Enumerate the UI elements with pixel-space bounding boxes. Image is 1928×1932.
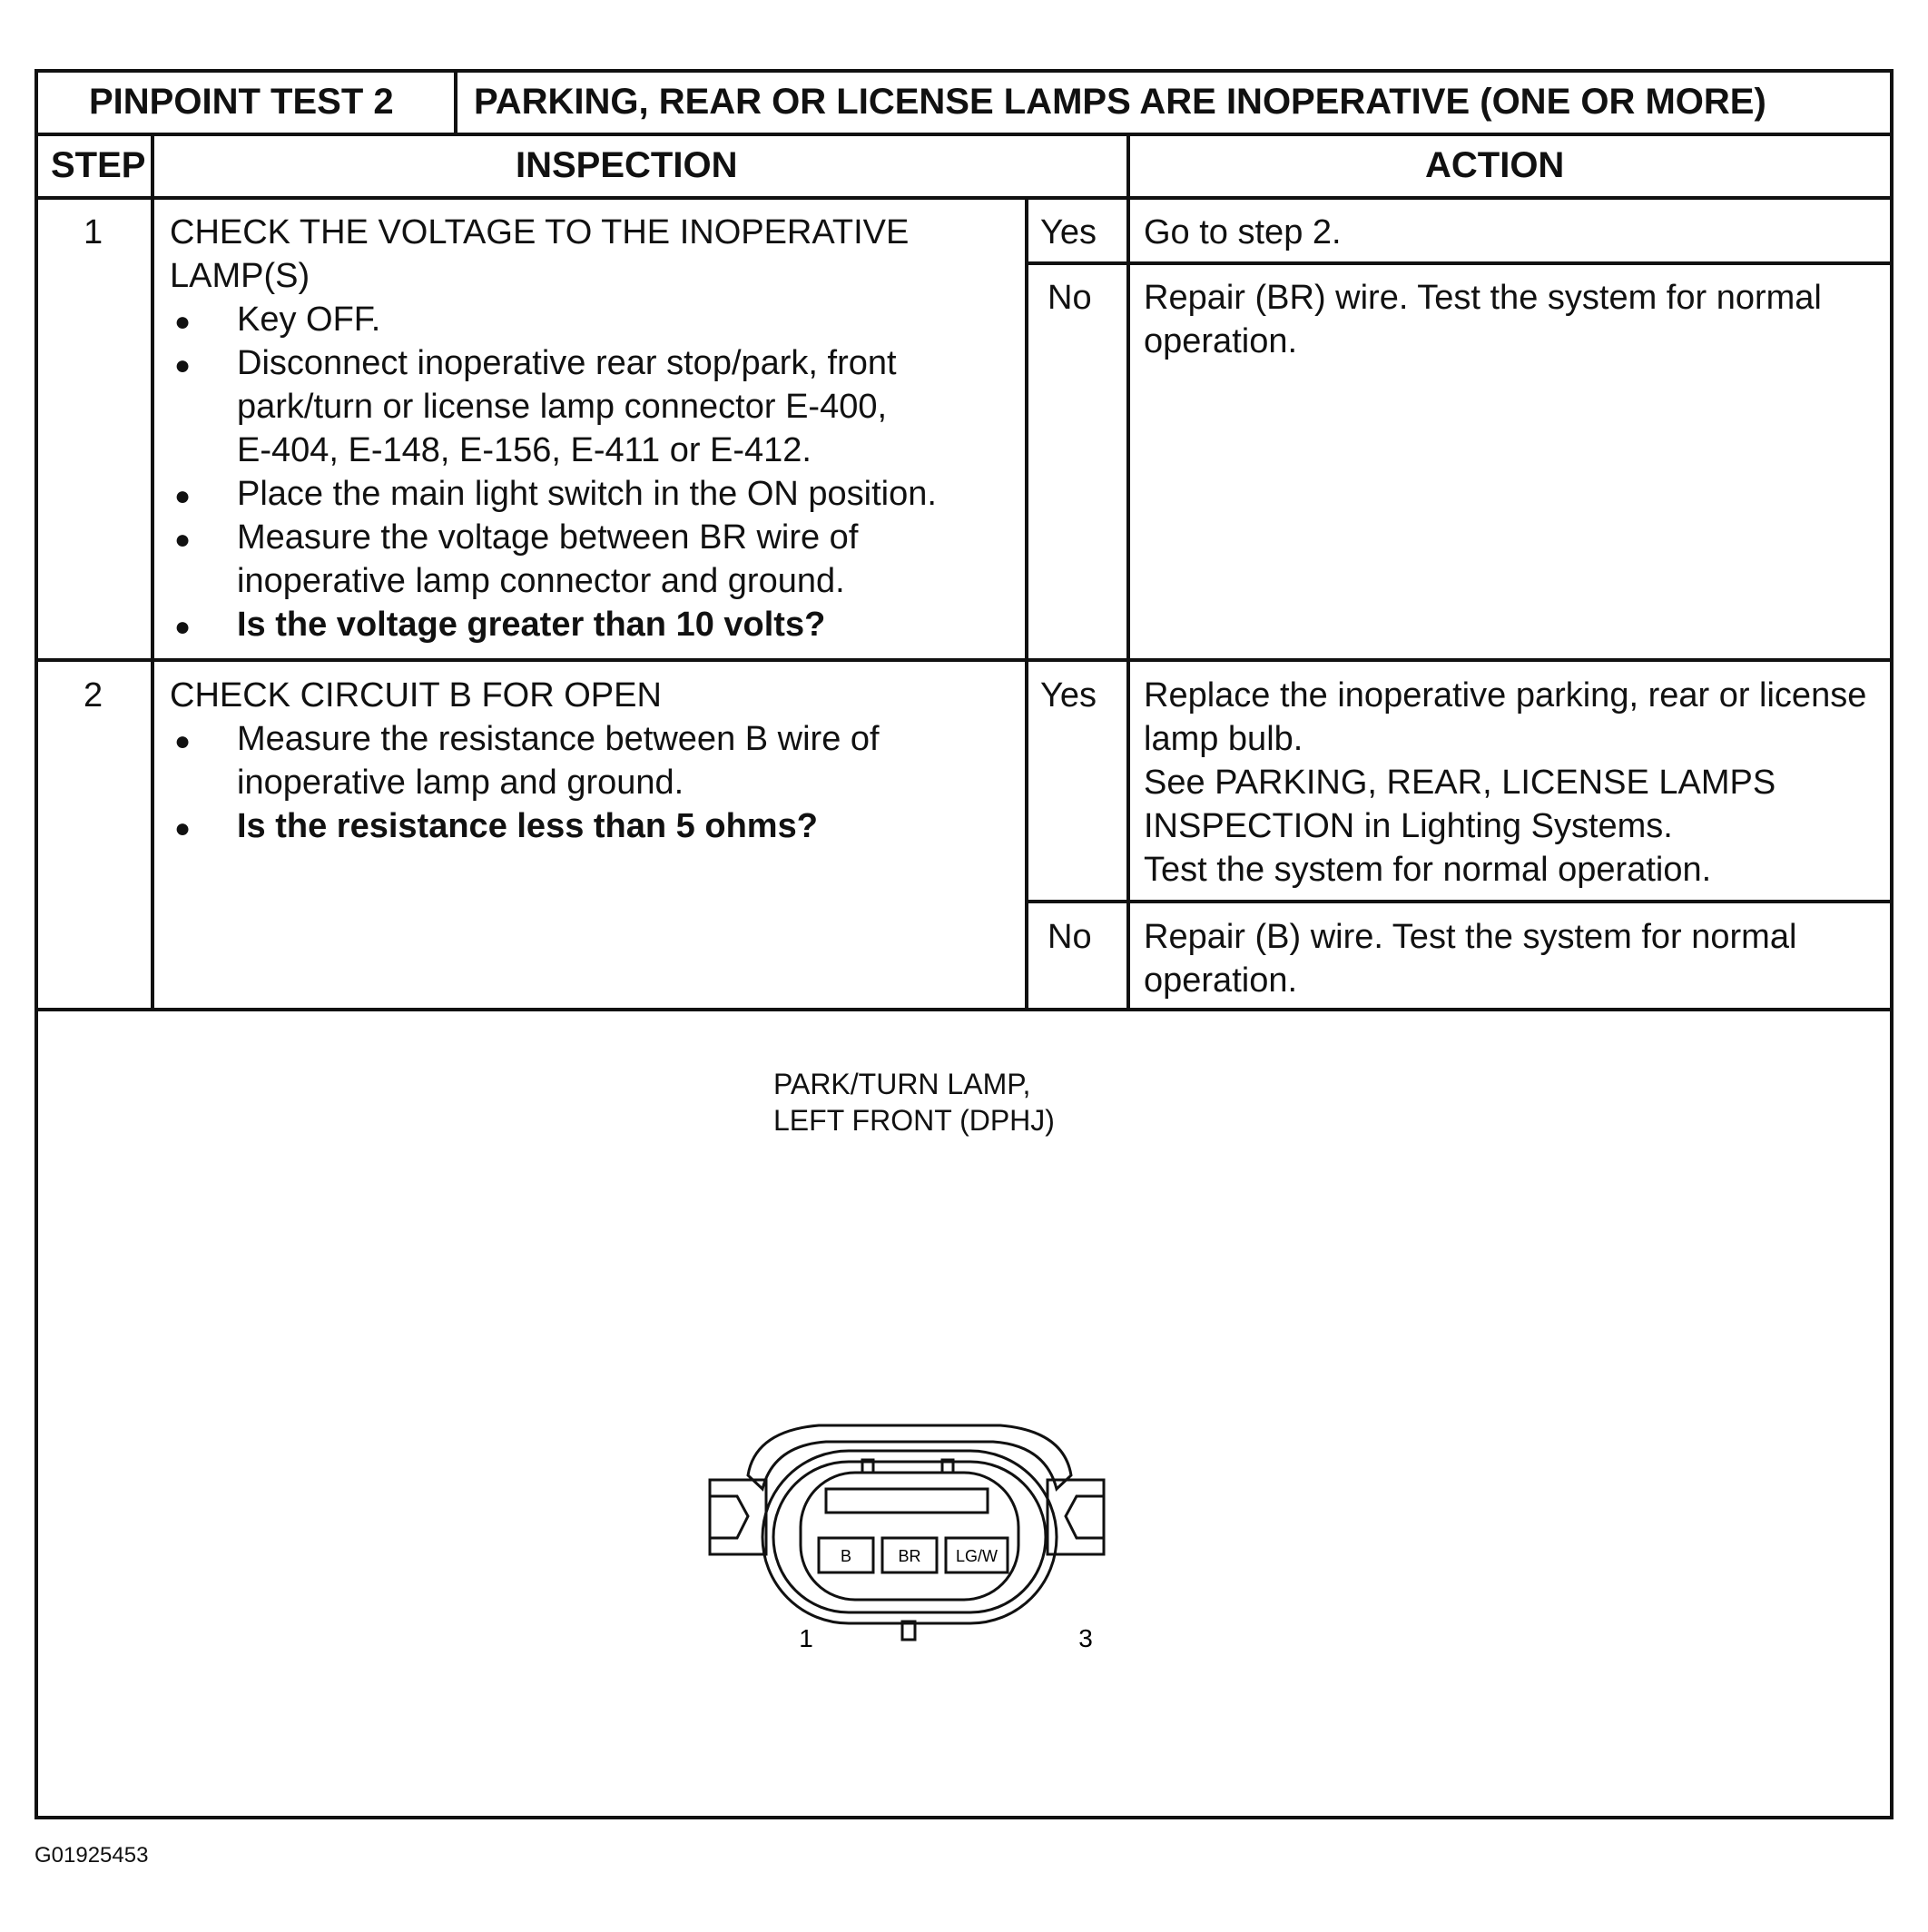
bullet-text-continued: inoperative lamp connector and ground. xyxy=(237,562,845,600)
pin-label: BR xyxy=(898,1547,921,1565)
step-question: Is the resistance less than 5 ohms? xyxy=(237,807,818,845)
diagram-title: PARK/TURN LAMP, xyxy=(773,1068,1031,1100)
bullet-icon: ● xyxy=(174,525,192,555)
pinpoint-test-sheet xyxy=(34,69,1894,1819)
bullet-text: Measure the voltage between BR wire of xyxy=(237,518,859,557)
rule-action-column xyxy=(1126,133,1130,1008)
column-header-inspection: INSPECTION xyxy=(516,145,738,185)
bullet-text: Place the main light switch in the ON position. xyxy=(237,475,937,513)
bullet-icon: ● xyxy=(174,612,192,642)
bullet-text: Key OFF. xyxy=(237,301,381,339)
connector-diagram xyxy=(701,1344,1118,1652)
diagram-title-continued: LEFT FRONT (DPHJ) xyxy=(773,1104,1055,1137)
bullet-icon: ● xyxy=(174,726,192,756)
rule-below-columns xyxy=(38,196,1890,200)
bullet-text: Measure the resistance between B wire of xyxy=(237,720,880,758)
step-number: 2 xyxy=(84,676,103,715)
action-no-continued: operation. xyxy=(1144,322,1298,360)
bullet-text: Disconnect inoperative rear stop/park, front xyxy=(237,344,897,382)
answer-yes: Yes xyxy=(1040,213,1097,251)
step-heading: CHECK THE VOLTAGE TO THE INOPERATIVE xyxy=(170,213,910,251)
step-heading: CHECK CIRCUIT B FOR OPEN xyxy=(170,676,662,715)
rule-answer-column xyxy=(1025,196,1028,1008)
bullet-icon: ● xyxy=(174,813,192,843)
action-no: Repair (BR) wire. Test the system for normal xyxy=(1144,279,1822,317)
bullet-icon: ● xyxy=(174,307,192,337)
rule-title-divider xyxy=(454,73,457,133)
rule-step-column xyxy=(151,133,154,1008)
column-header-action: ACTION xyxy=(1425,145,1565,185)
column-header-step: STEP xyxy=(51,145,146,185)
action-yes: Go to step 2. xyxy=(1144,213,1342,251)
bullet-icon: ● xyxy=(174,350,192,380)
action-no-continued: operation. xyxy=(1144,961,1298,1000)
answer-no: No xyxy=(1048,918,1092,956)
left-latch-detail xyxy=(710,1496,748,1538)
pin-number-left: 1 xyxy=(799,1624,813,1652)
rule-below-step1 xyxy=(38,658,1890,662)
action-yes-continued: lamp bulb. xyxy=(1144,720,1303,758)
rule-step1-yes-no xyxy=(1028,261,1890,265)
pin-number-right: 3 xyxy=(1078,1624,1093,1652)
test-label: PINPOINT TEST 2 xyxy=(89,82,394,122)
bullet-text-continued: E-404, E-148, E-156, E-411 or E-412. xyxy=(237,431,812,469)
action-yes-continued: Test the system for normal operation. xyxy=(1144,851,1712,889)
answer-yes: Yes xyxy=(1040,676,1097,715)
action-yes-continued: See PARKING, REAR, LICENSE LAMPS xyxy=(1144,764,1776,802)
rule-step2-yes-no xyxy=(1028,900,1890,903)
connector-slot xyxy=(826,1489,988,1513)
test-title: PARKING, REAR OR LICENSE LAMPS ARE INOPERATIVE (ONE OR MORE) xyxy=(474,82,1766,122)
figure-code: G01925453 xyxy=(34,1843,149,1868)
left-latch-icon xyxy=(710,1480,766,1554)
bullet-text-continued: inoperative lamp and ground. xyxy=(237,764,684,802)
pin-label: LG/W xyxy=(955,1547,998,1565)
rule-below-step2 xyxy=(38,1008,1890,1011)
step-question: Is the voltage greater than 10 volts? xyxy=(237,606,826,644)
bullet-text-continued: park/turn or license lamp connector E-400, xyxy=(237,388,888,426)
action-no: Repair (B) wire. Test the system for normal xyxy=(1144,918,1797,956)
action-yes-continued: INSPECTION in Lighting Systems. xyxy=(1144,807,1673,845)
action-yes: Replace the inoperative parking, rear or license xyxy=(1144,676,1867,715)
housing-cap xyxy=(748,1425,1071,1489)
connector-face xyxy=(801,1473,1018,1600)
step-number: 1 xyxy=(84,213,103,251)
bullet-icon: ● xyxy=(174,481,192,511)
pin-label: B xyxy=(840,1547,852,1565)
rule-below-title xyxy=(38,133,1890,136)
right-latch-detail xyxy=(1066,1496,1104,1538)
step-heading-continued: LAMP(S) xyxy=(170,257,310,295)
answer-no: No xyxy=(1048,279,1092,317)
